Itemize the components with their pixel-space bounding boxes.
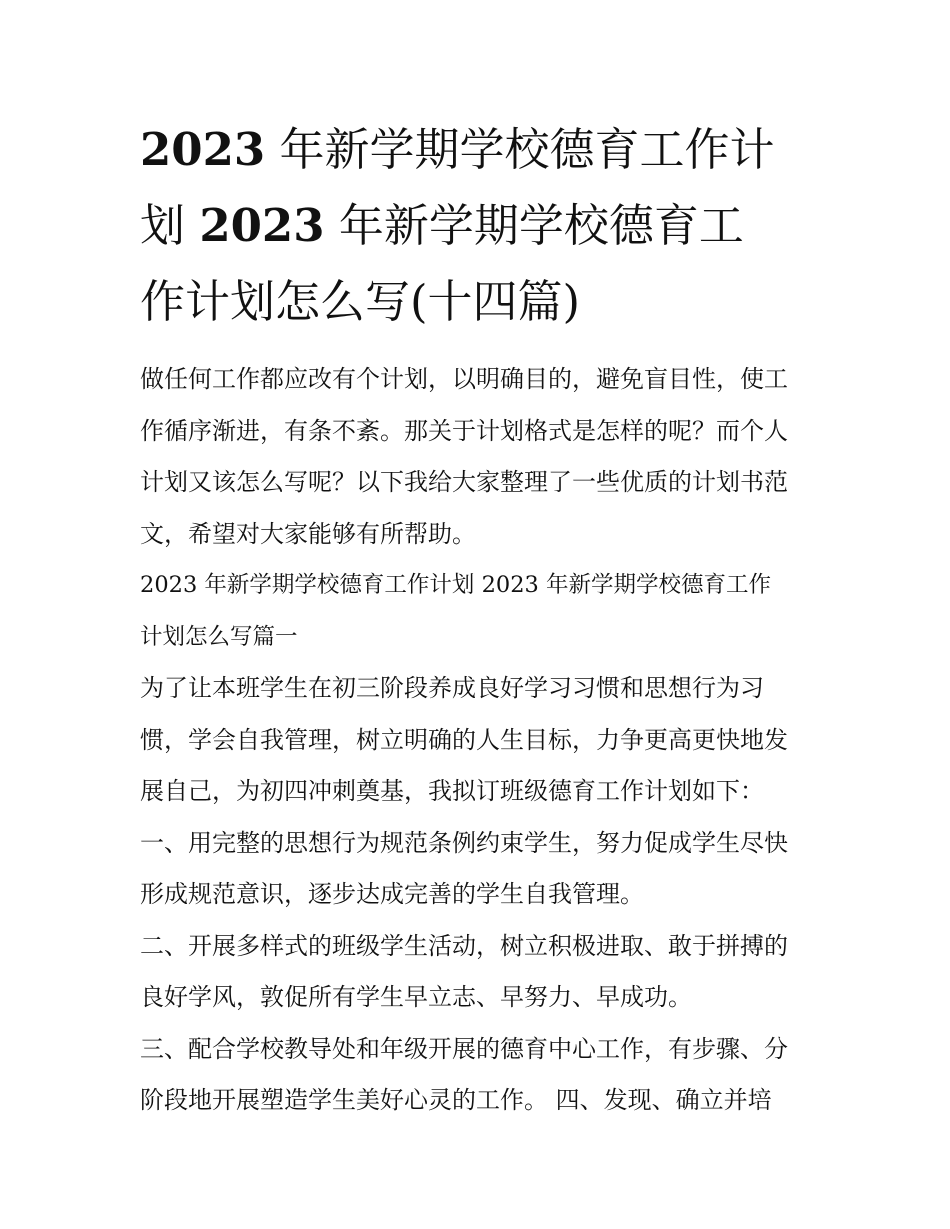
paragraph-line: 阶段地开展塑造学生美好心灵的工作。 四、发现、确立并培 xyxy=(140,1086,772,1114)
intro-line: 作循序渐进，有条不紊。那关于计划格式是怎样的呢？而个人 xyxy=(140,416,788,445)
title-line-2: 划 2023 年新学期学校德育工 xyxy=(140,199,744,252)
intro-line: 文，希望对大家能够有所帮助。 xyxy=(140,519,476,548)
document-body xyxy=(140,354,820,1127)
paragraph-line: 惯，学会自我管理，树立明确的人生目标，力争更高更快地发 xyxy=(140,725,788,754)
title-year: 2023 xyxy=(140,123,266,176)
intro-line: 做任何工作都应改有个计划，以明确目的，避免盲目性，使工 xyxy=(140,365,788,393)
section-heading-line: 计划怎么写篇一 xyxy=(140,623,298,650)
intro-line: 计划又该怎么写呢？以下我给大家整理了一些优质的计划书范 xyxy=(140,468,788,496)
section-heading-line: 2023 年新学期学校德育工作计划 2023 年新学期学校德育工作 xyxy=(140,572,771,598)
paragraph-line: 三、配合学校教导处和年级开展的德育中心工作，有步骤、分 xyxy=(140,1034,788,1063)
paragraph-line: 展自己，为初四冲刺奠基，我拟订班级德育工作计划如下： xyxy=(140,777,764,805)
paragraph-line: 良好学风，敦促所有学生早立志、早努力、早成功。 xyxy=(140,983,692,1011)
paragraph-line: 一、用完整的思想行为规范条例约束学生，努力促成学生尽快 xyxy=(140,828,788,857)
paragraph-line: 形成规范意识，逐步达成完善的学生自我管理。 xyxy=(140,880,644,908)
title-line-3: 作计划怎么写(十四篇) xyxy=(140,275,581,328)
document-title xyxy=(140,112,820,340)
title-line-1: 2023 年新学期学校德育工作计 xyxy=(140,123,775,176)
paragraph-line: 为了让本班学生在初三阶段养成良好学习习惯和思想行为习 xyxy=(140,674,764,702)
title-year-2: 2023 xyxy=(199,199,325,252)
paragraph-line: 二、开展多样式的班级学生活动，树立积极进取、敢于拼搏的 xyxy=(140,931,788,960)
